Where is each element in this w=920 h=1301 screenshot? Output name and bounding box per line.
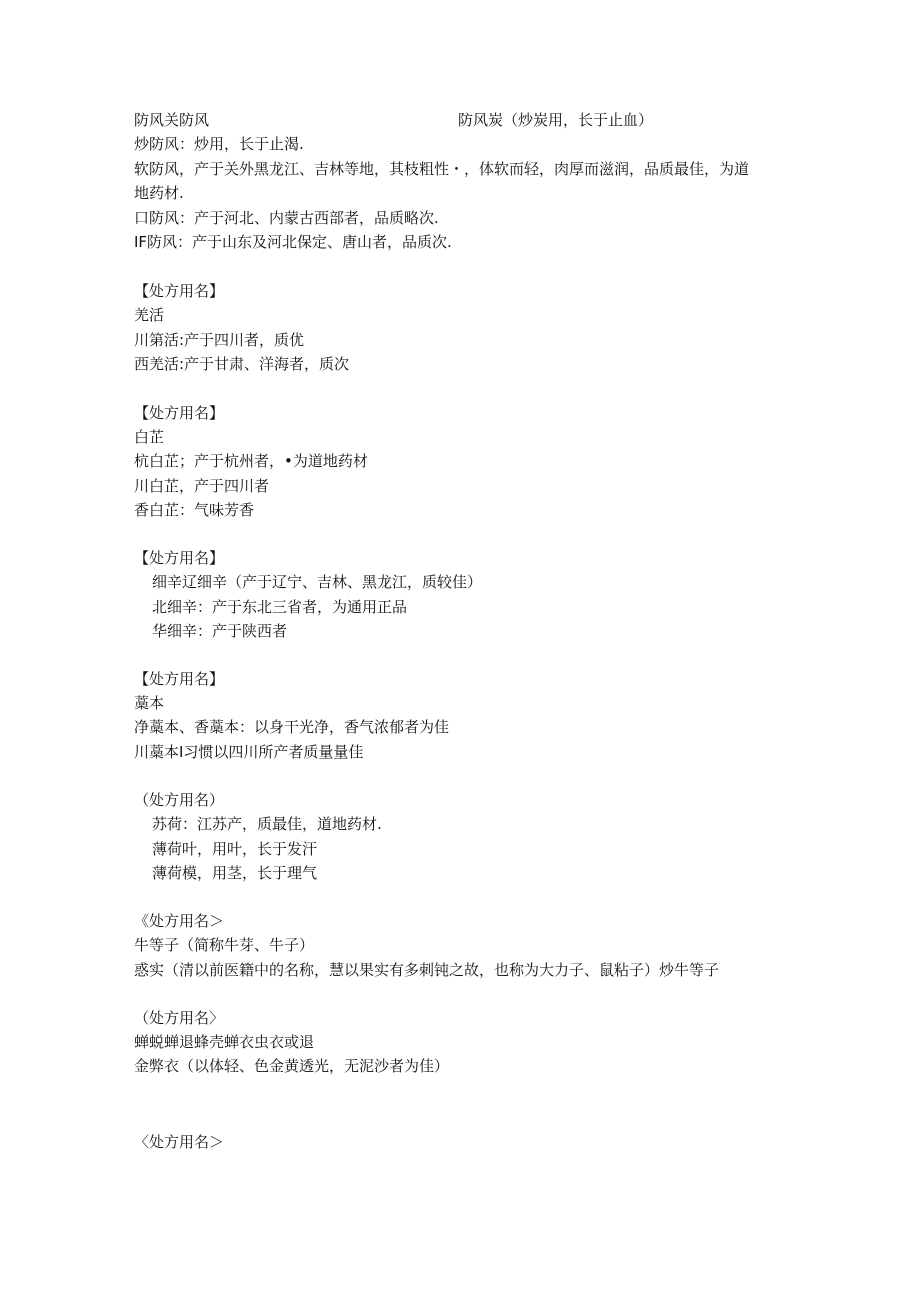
text-line: 羌活 (134, 306, 165, 324)
text-line: 北细辛：产于东北三省者，为通用正品 (152, 598, 408, 616)
text-line: 炒防风：炒用，长于止渴. (134, 135, 304, 153)
text-line: 口防风：产于河北、内蒙古西部者，品质略次. (134, 209, 439, 227)
section-heading: 〈处方用名＞ (134, 1133, 225, 1151)
text-line: 苏荷：江苏产，质最佳，道地药材. (152, 815, 382, 833)
text-line: 蝉蜕蝉退蜂壳蝉衣虫衣或退 (134, 1033, 315, 1051)
text-line: 牛等子（简称牛芽、牛子） (134, 936, 315, 954)
text-line: 金弊衣（以体轻、色金黄透光，无泥沙者为佳） (134, 1057, 450, 1075)
text-line: 惑实（清以前医籍中的名称，慧以果实有多刺钝之故，也称为大力子、鼠粘子）炒牛等子 (134, 961, 720, 979)
text-line: 净藁本、香藁本：以身干光净，香气浓郁者为佳 (134, 718, 450, 736)
text-line: 川第活:产于四川者，质优 (134, 331, 305, 349)
text-line: 地药材. (134, 184, 184, 202)
fangfeng-tan-text: 防风炭（炒炭用，长于止血） (458, 111, 654, 129)
text-line: 川白芷，产于四川者 (134, 477, 270, 495)
text-line: 川藁本I习惯以四川所产者质量量佳 (134, 743, 364, 761)
text-line: 杭白芷；产于杭州者，•为道地药材 (134, 452, 368, 470)
text-line: 西羌活:产于甘肃、洋海者，质次 (134, 355, 350, 373)
section-heading: 【处方用名】 (134, 549, 225, 567)
fangfeng-line (134, 110, 654, 130)
text-line: 藁本 (134, 694, 165, 712)
section-heading: 【处方用名】 (134, 404, 225, 422)
text-line: 华细辛：产于陕西者 (152, 622, 288, 640)
text-line: 薄荷模，用茎，长于理气 (152, 864, 318, 882)
text-line: 白芷 (134, 428, 165, 446)
section-heading: 【处方用名】 (134, 670, 225, 688)
fangfeng-names: 防风关防风 (134, 111, 210, 129)
section-heading: 【处方用名】 (134, 282, 225, 300)
section-heading: （处方用名〉 (134, 1009, 225, 1027)
section-heading: （处方用名） (134, 791, 225, 809)
text-line: 薄荷叶，用叶，长于发汗 (152, 840, 318, 858)
text-line: IF防风：产于山东及河北保定、唐山者，品质次. (134, 233, 452, 251)
text-line: 香白芷：气味芳香 (134, 501, 255, 519)
text-line: 细辛辽细辛（产于辽宁、吉林、黑龙江，质较佳） (152, 573, 483, 591)
text-line: 软防风，产于关外黑龙江、吉林等地，其枝粗性・，体软而轻，肉厚而滋润，品质最佳，为道 (134, 160, 750, 178)
section-heading: 《处方用名＞ (134, 912, 225, 930)
